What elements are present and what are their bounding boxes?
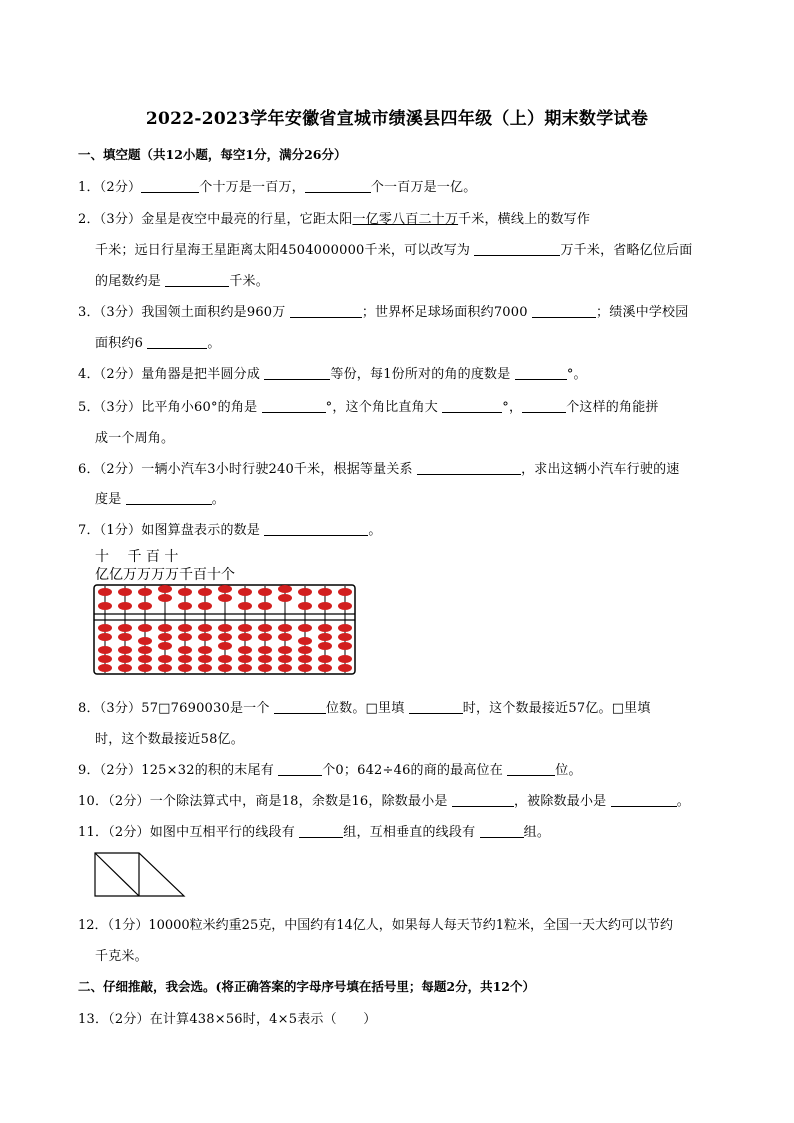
abacus-bead xyxy=(258,624,272,632)
abacus-bead xyxy=(178,646,192,654)
page-title: 2022-2023学年安徽省宣城市绩溪县四年级（上）期末数学试卷 xyxy=(145,109,649,129)
q3-text-3: ；绩溪中学校园 xyxy=(596,305,689,320)
abacus-bead xyxy=(318,633,332,641)
q1-blank-1[interactable] xyxy=(141,179,199,193)
q9-blank-1[interactable] xyxy=(278,762,322,776)
abacus-bead xyxy=(118,655,132,663)
abacus-bead xyxy=(158,664,172,672)
abacus-bead xyxy=(298,664,312,672)
q7-blank-1[interactable] xyxy=(264,522,368,536)
abacus-bead xyxy=(198,602,212,610)
abacus-bead xyxy=(278,585,292,593)
q3-text-5: 。 xyxy=(207,336,221,351)
q2-text-4: 万千米，省略亿位后面 xyxy=(560,243,693,258)
abacus-bead xyxy=(98,655,112,663)
q4-text-1: 4．（2分）量角器是把半圆分成 xyxy=(78,367,261,382)
q8-blank-2[interactable] xyxy=(409,700,463,714)
q6-blank-2[interactable] xyxy=(126,491,212,505)
q5-blank-2[interactable] xyxy=(442,399,502,413)
abacus-bead xyxy=(258,588,272,596)
question-5-line-2 xyxy=(95,427,174,446)
abacus-bead xyxy=(178,633,192,641)
section-2-heading: 二、仔细推敲，我会选。(将正确答案的字母序号填在括号里；每题2分，共12个） xyxy=(78,979,536,994)
abacus-bead xyxy=(178,588,192,596)
abacus-bead xyxy=(198,633,212,641)
question-3-line-1 xyxy=(78,301,688,320)
abacus-bead xyxy=(178,624,192,632)
q5-blank-3[interactable] xyxy=(522,399,566,413)
abacus-bead xyxy=(278,624,292,632)
question-7 xyxy=(78,519,382,538)
q2-text-5: 的尾数约是 xyxy=(95,274,162,289)
abacus-bead xyxy=(298,588,312,596)
figure-inner-diagonal xyxy=(95,853,139,896)
abacus-bead xyxy=(178,655,192,663)
question-10 xyxy=(78,790,690,809)
abacus-bead xyxy=(278,646,292,654)
abacus-bead xyxy=(238,664,252,672)
abacus-bead xyxy=(118,646,132,654)
abacus-bead xyxy=(138,655,152,663)
abacus-bead xyxy=(98,633,112,641)
abacus-bead xyxy=(158,642,172,650)
abacus-bead xyxy=(98,646,112,654)
q2-blank-3[interactable] xyxy=(165,273,229,287)
abacus-bead xyxy=(218,585,232,593)
q2-blank-2[interactable] xyxy=(474,242,560,256)
q5-text-4: 个这样的角能拼 xyxy=(566,400,659,415)
q10-text-3: 。 xyxy=(676,794,690,809)
abacus-bead xyxy=(198,664,212,672)
abacus-bead xyxy=(218,655,232,663)
abacus-bead xyxy=(298,637,312,645)
q8-text-1: 8．（3分）57□7690030是一个 xyxy=(78,701,270,716)
q3-blank-1[interactable] xyxy=(290,304,362,318)
abacus-bead xyxy=(258,602,272,610)
question-9 xyxy=(78,759,582,778)
q12-text-2: 千克米。 xyxy=(95,949,148,964)
abacus-bead xyxy=(238,646,252,654)
abacus-bead xyxy=(198,646,212,654)
q5-blank-1[interactable] xyxy=(262,399,326,413)
q10-text-2: ，被除数最小是 xyxy=(513,794,607,809)
abacus-bead xyxy=(338,602,352,610)
question-2-line-2 xyxy=(95,239,692,258)
abacus-bead xyxy=(278,664,292,672)
q11-blank-2[interactable] xyxy=(480,824,524,838)
question-5-line-1 xyxy=(78,396,659,415)
question-6-line-2 xyxy=(95,488,225,507)
q8-text-4: 时，这个数最接近58亿。 xyxy=(95,732,244,747)
q11-blank-1[interactable] xyxy=(299,824,343,838)
question-4 xyxy=(78,363,587,382)
abacus-bead xyxy=(298,624,312,632)
q9-text-2: 个0；642÷46的商的最高位在 xyxy=(322,763,503,778)
q4-blank-2[interactable] xyxy=(515,366,567,380)
q9-text-1: 9．（2分）125×32的积的末尾有 xyxy=(78,763,274,778)
abacus-bead xyxy=(158,655,172,663)
q6-blank-1[interactable] xyxy=(417,461,521,475)
question-8-line-1 xyxy=(78,697,651,716)
abacus-bead xyxy=(198,655,212,663)
abacus-bead xyxy=(318,624,332,632)
q6-text-1: 6．（2分）一辆小汽车3小时行驶240千米，根据等量关系 xyxy=(78,462,413,477)
abacus-bead xyxy=(218,624,232,632)
abacus-bead xyxy=(218,642,232,650)
q12-text-1: 12．（1分）10000粒米约重25克，中国约有14亿人，如果每人每天节约1粒米，全国一天大约可以节约 xyxy=(78,918,674,933)
q7-text-1: 7．（1分）如图算盘表示的数是 xyxy=(78,523,261,538)
abacus-bead xyxy=(118,664,132,672)
abacus-bead xyxy=(158,633,172,641)
abacus-bead xyxy=(258,655,272,663)
abacus-bead xyxy=(238,602,252,610)
abacus-bead xyxy=(318,602,332,610)
abacus-bead xyxy=(278,633,292,641)
q3-text-2: ；世界杯足球场面积约7000 xyxy=(361,305,528,320)
abacus-bead xyxy=(238,588,252,596)
abacus-labels-bottom: 亿亿万万万万千百十个 xyxy=(95,567,235,583)
q3-blank-3[interactable] xyxy=(147,335,207,349)
abacus-bead xyxy=(98,624,112,632)
q9-blank-2[interactable] xyxy=(507,762,555,776)
abacus-bead xyxy=(318,642,332,650)
q2-text-6: 千米。 xyxy=(229,274,269,289)
abacus-bead xyxy=(158,594,172,602)
q1-prefix: 1．（2分） xyxy=(78,180,142,195)
abacus-bead xyxy=(338,633,352,641)
abacus-bead xyxy=(258,664,272,672)
q10-blank-2[interactable] xyxy=(611,793,677,807)
question-1 xyxy=(78,176,476,195)
q6-text-3: 度是 xyxy=(95,492,122,507)
question-6-line-1 xyxy=(78,458,679,477)
abacus-bead xyxy=(258,633,272,641)
abacus-bead xyxy=(138,637,152,645)
abacus-bead xyxy=(118,602,132,610)
q2-text-3: 千米；远日行星海王星距离太阳4504000000千米，可以改写为 xyxy=(95,243,471,258)
abacus-bead xyxy=(98,588,112,596)
abacus-bead xyxy=(98,602,112,610)
abacus-labels-top: 十 千 百 十 xyxy=(95,549,179,565)
q8-blank-1[interactable] xyxy=(274,700,326,714)
q1-blank-2[interactable] xyxy=(305,179,371,193)
q5-text-3: °， xyxy=(502,400,523,415)
q11-text-2: 组，互相垂直的线段有 xyxy=(343,825,476,840)
abacus-bead xyxy=(238,655,252,663)
abacus-bead xyxy=(238,624,252,632)
abacus-bead xyxy=(138,646,152,654)
abacus-bead xyxy=(338,588,352,596)
question-2-line-1 xyxy=(78,208,590,227)
abacus-bead xyxy=(98,664,112,672)
abacus-bead xyxy=(258,646,272,654)
abacus-bead xyxy=(298,602,312,610)
q3-text-4: 面积约6 xyxy=(95,336,144,351)
abacus-bead xyxy=(118,633,132,641)
q10-blank-1[interactable] xyxy=(452,793,514,807)
question-3-line-2 xyxy=(95,332,221,351)
abacus-bead xyxy=(338,642,352,650)
q8-text-3: 时，这个数最接近57亿。□里填 xyxy=(462,701,651,716)
q8-text-2: 位数。□里填 xyxy=(325,701,405,716)
abacus-bead xyxy=(318,655,332,663)
question-12-line-2 xyxy=(95,945,148,964)
abacus-bead xyxy=(178,664,192,672)
q3-text-1: 3．（3分）我国领土面积约是960万 xyxy=(78,305,286,320)
abacus-bead xyxy=(118,624,132,632)
abacus-bead xyxy=(318,588,332,596)
abacus-bead xyxy=(138,624,152,632)
section-1-heading: 一、填空题（共12小题，每空1分，满分26分） xyxy=(78,147,347,162)
q5-text-2: °，这个角比直角大 xyxy=(325,400,438,415)
q6-text-2: ，求出这辆小汽车行驶的速 xyxy=(521,462,680,477)
q5-text-5: 成一个周角。 xyxy=(95,431,175,446)
q9-text-3: 位。 xyxy=(555,763,582,778)
abacus-bead xyxy=(218,633,232,641)
abacus-bead xyxy=(298,655,312,663)
q4-text-2: 等份，每1份所对的角的度数是 xyxy=(330,367,511,382)
question-2-line-3 xyxy=(95,270,269,289)
abacus-bead xyxy=(278,655,292,663)
abacus-bead xyxy=(338,664,352,672)
abacus-figure xyxy=(93,584,357,676)
q7-text-2: 。 xyxy=(368,523,382,538)
q4-text-3: °。 xyxy=(566,367,587,382)
abacus-bead xyxy=(238,633,252,641)
abacus-bead xyxy=(198,624,212,632)
q6-text-4: 。 xyxy=(211,492,225,507)
abacus-bead xyxy=(318,664,332,672)
abacus-bead xyxy=(118,588,132,596)
parallel-lines-figure xyxy=(94,852,186,898)
question-11 xyxy=(78,821,550,840)
q11-text-1: 11．（2分）如图中互相平行的线段有 xyxy=(78,825,295,840)
q5-text-1: 5．（3分）比平角小60°的角是 xyxy=(78,400,258,415)
abacus-bead xyxy=(218,664,232,672)
abacus-bead xyxy=(158,624,172,632)
abacus-bead xyxy=(138,588,152,596)
q13-text-1: 13．（2分）在计算438×56时，4×5表示（ ） xyxy=(78,1012,377,1027)
abacus-bead xyxy=(278,594,292,602)
q1-text-2: 个一百万是一亿。 xyxy=(370,180,477,195)
q2-underlined-number: 一亿零八百二十万 xyxy=(352,212,459,227)
question-12-line-1 xyxy=(78,914,673,933)
abacus-bead xyxy=(218,594,232,602)
q2-text-1: 2．（3分）金星是夜空中最亮的行星，它距太阳 xyxy=(78,212,353,227)
question-13 xyxy=(78,1008,376,1027)
q11-text-3: 组。 xyxy=(523,825,551,840)
abacus-bead xyxy=(198,588,212,596)
abacus-bead xyxy=(138,602,152,610)
abacus-bead xyxy=(338,655,352,663)
question-8-line-2 xyxy=(95,728,244,747)
abacus-bead xyxy=(178,602,192,610)
q1-text-1: 个十万是一百万， xyxy=(199,180,305,195)
q4-blank-1[interactable] xyxy=(264,366,330,380)
q2-text-2: 千米，横线上的数写作 xyxy=(458,212,591,227)
abacus-bead xyxy=(298,646,312,654)
abacus-bead xyxy=(138,664,152,672)
q10-text-1: 10．（2分）一个除法算式中，商是18，余数是16，除数最小是 xyxy=(78,794,448,809)
abacus-bead xyxy=(338,624,352,632)
abacus-bead xyxy=(158,585,172,593)
q3-blank-2[interactable] xyxy=(532,304,596,318)
